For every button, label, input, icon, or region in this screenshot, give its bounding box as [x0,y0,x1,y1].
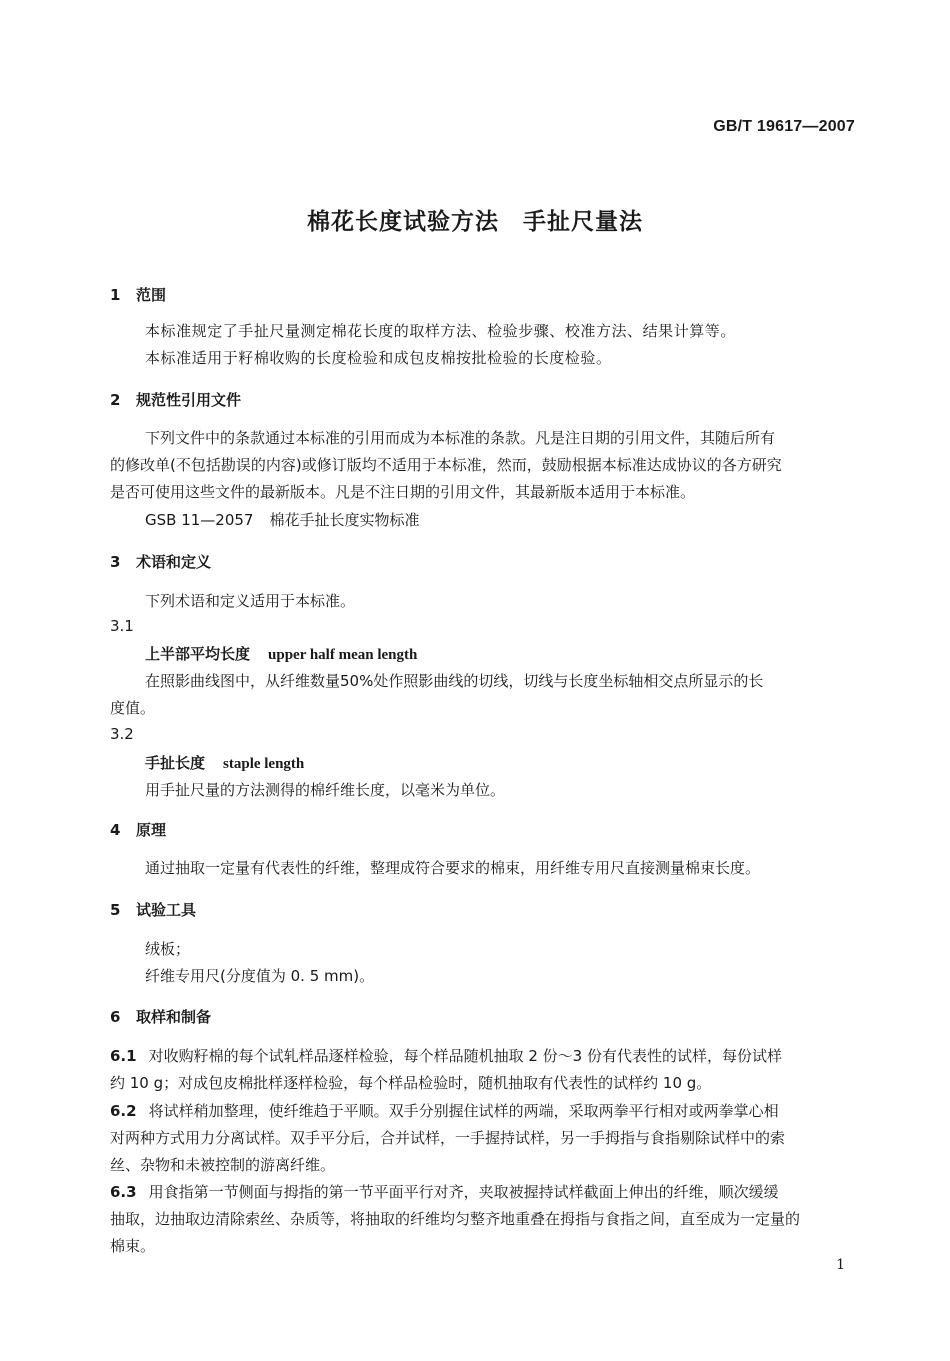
section-number: 4 [110,821,121,839]
clause-6-3-line-3: 棉束。 [110,1237,156,1255]
clause-number: 6.2 [110,1102,137,1120]
section-2-heading [110,389,241,410]
term-3-2 [145,752,304,773]
clause-6-1-line-2: 约 10 g；对成包皮棉批样逐样检验，每个样品检验时，随机抽取有代表性的试样约 10 g。 [110,1074,712,1092]
section-number: 6 [110,1008,121,1026]
section-3-heading [110,551,211,572]
section-1-heading [110,284,166,305]
normative-reference [145,509,419,530]
tool-item-1: 绒板； [145,940,191,958]
page-number: 1 [836,1257,845,1273]
clause-text: 将试样稍加整理，使纤维趋于平顺。双手分别握住试样的两端，采取两拳平行相对或两拳掌心相 [148,1102,779,1120]
section-title: 试验工具 [136,901,197,919]
clause-number: 6.1 [110,1047,137,1065]
clause-3-2-number: 3.2 [110,725,134,743]
section-2-line-3: 是否可使用这些文件的最新版本。凡是不注日期的引用文件，其最新版本适用于本标准。 [110,483,696,501]
clause-6-3-line-1 [110,1181,779,1202]
section-number: 1 [110,286,121,304]
term-chinese: 手扯长度 [145,754,206,772]
section-title: 取样和制备 [136,1008,212,1026]
clause-text: 对收购籽棉的每个试轧样品逐样检验，每个样品随机抽取 2 份～3 份有代表性的试样，每份试样 [148,1047,782,1065]
term-3-2-definition: 用手扯尺量的方法测得的棉纤维长度，以毫米为单位。 [145,781,506,799]
section-4-heading [110,819,166,840]
reference-title: 棉花手扯长度实物标准 [269,511,420,529]
clause-6-2-line-3: 丝、杂物和未被控制的游离纤维。 [110,1156,336,1174]
term-chinese: 上半部平均长度 [145,645,251,663]
title-part-1: 棉花长度试验方法 [307,209,499,235]
section-1-paragraph-1: 本标准规定了手扯尺量测定棉花长度的取样方法、检验步骤、校准方法、结果计算等。 [145,322,736,340]
term-3-1-definition-line-2: 度值。 [110,699,156,717]
reference-code: GSB 11—2057 [145,511,254,529]
section-2-line-2: 的修改单(不包括勘误的内容)或修订版均不适用于本标准，然而，鼓励根据本标准达成协议的各方研究 [110,456,782,474]
tool-item-2: 纤维专用尺(分度值为 0. 5 mm)。 [145,967,375,985]
standard-code: GB/T 19617—2007 [713,118,855,135]
section-6-heading [110,1006,211,1027]
clause-3-1-number: 3.1 [110,617,134,635]
section-title: 术语和定义 [136,553,212,571]
section-1-paragraph-2: 本标准适用于籽棉收购的长度检验和成包皮棉按批检验的长度检验。 [145,349,612,367]
section-title: 原理 [136,821,167,839]
section-4-paragraph: 通过抽取一定量有代表性的纤维，整理成符合要求的棉束，用纤维专用尺直接测量棉束长度。 [145,859,761,877]
clause-number: 6.3 [110,1183,137,1201]
clause-6-3-line-2: 抽取，边抽取边清除索丝、杂质等，将抽取的纤维均匀整齐地重叠在拇指与食指之间，直至成为一定量的 [110,1210,801,1228]
clause-6-2-line-2: 对两种方式用力分离试样。双手平分后，合并试样，一手握持试样，另一手拇指与食指剔除试样中的索 [110,1129,786,1147]
clause-6-2-line-1 [110,1100,779,1121]
section-title: 规范性引用文件 [136,391,242,409]
clause-text: 用食指第一节侧面与拇指的第一节平面平行对齐，夹取被握持试样截面上伸出的纤维，顺次缓缓 [148,1183,779,1201]
section-2-line-1: 下列文件中的条款通过本标准的引用而成为本标准的条款。凡是注日期的引用文件，其随后所有 [145,429,776,447]
document-title [0,203,950,236]
term-3-1-definition-line-1: 在照影曲线图中，从纤维数量50%处作照影曲线的切线，切线与长度坐标轴相交点所显示的长 [145,672,764,690]
term-3-1 [145,643,417,664]
title-part-2: 手扯尺量法 [523,209,643,235]
section-title: 范围 [136,286,167,304]
section-3-intro: 下列术语和定义适用于本标准。 [145,592,356,610]
clause-6-1-line-1 [110,1045,782,1066]
section-5-heading [110,899,196,920]
term-english: staple length [223,756,305,772]
section-number: 2 [110,391,121,409]
section-number: 3 [110,553,121,571]
section-number: 5 [110,901,121,919]
term-english: upper half mean length [268,647,418,663]
